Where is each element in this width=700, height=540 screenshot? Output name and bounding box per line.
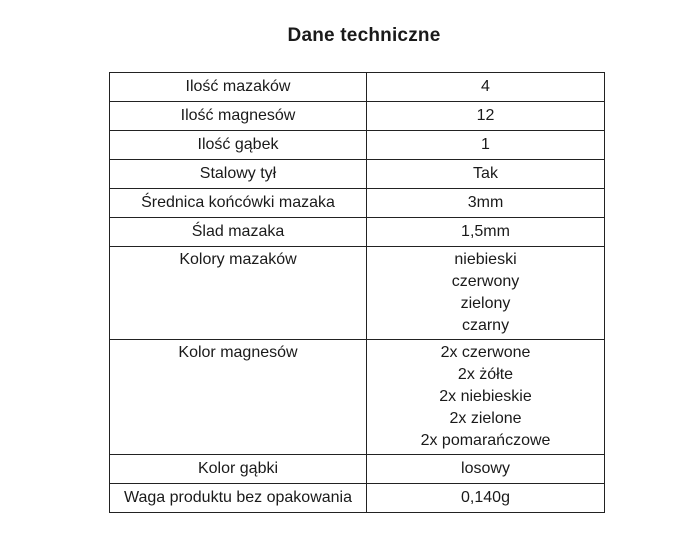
spec-label: Kolory mazaków: [110, 247, 367, 340]
spec-value: 0,140g: [367, 484, 605, 513]
spec-value: Tak: [367, 160, 605, 189]
spec-value: 1: [367, 131, 605, 160]
table-row: [110, 455, 605, 484]
spec-value-line: 2x niebieskie: [439, 388, 532, 405]
spec-value: 1,5mm: [367, 218, 605, 247]
spec-value-line: czarny: [461, 317, 510, 334]
table-row: [110, 340, 605, 455]
spec-value-line: 2x czerwone: [440, 344, 531, 361]
spec-value-list: [367, 247, 605, 340]
spec-value-line: 2x pomarańczowe: [420, 432, 551, 449]
spec-value-line: 2x żółte: [457, 366, 514, 383]
spec-label: Waga produktu bez opakowania: [110, 484, 367, 513]
spec-label: Ilość mazaków: [110, 73, 367, 102]
page-title: Dane techniczne: [287, 25, 441, 46]
spec-value-line: 2x zielone: [449, 410, 522, 427]
table-row: [110, 218, 605, 247]
spec-label: Średnica końcówki mazaka: [110, 189, 367, 218]
table-row: [110, 131, 605, 160]
spec-label: Kolor gąbki: [110, 455, 367, 484]
spec-value-line: zielony: [460, 295, 511, 312]
table-row: [110, 247, 605, 340]
table-row: [110, 189, 605, 218]
spec-label: Ślad mazaka: [110, 218, 367, 247]
specs-table: [109, 72, 605, 513]
table-row: [110, 73, 605, 102]
spec-value: 12: [367, 102, 605, 131]
spec-label: Ilość gąbek: [110, 131, 367, 160]
spec-label: Kolor magnesów: [110, 340, 367, 455]
spec-value-list: [367, 340, 605, 455]
spec-label: Stalowy tył: [110, 160, 367, 189]
spec-label: Ilość magnesów: [110, 102, 367, 131]
table-row: [110, 102, 605, 131]
table-row: [110, 484, 605, 513]
spec-value-line: czerwony: [451, 273, 520, 290]
spec-value-line: niebieski: [454, 251, 517, 268]
spec-value: 4: [367, 73, 605, 102]
spec-value: losowy: [367, 455, 605, 484]
spec-value: 3mm: [367, 189, 605, 218]
table-row: [110, 160, 605, 189]
